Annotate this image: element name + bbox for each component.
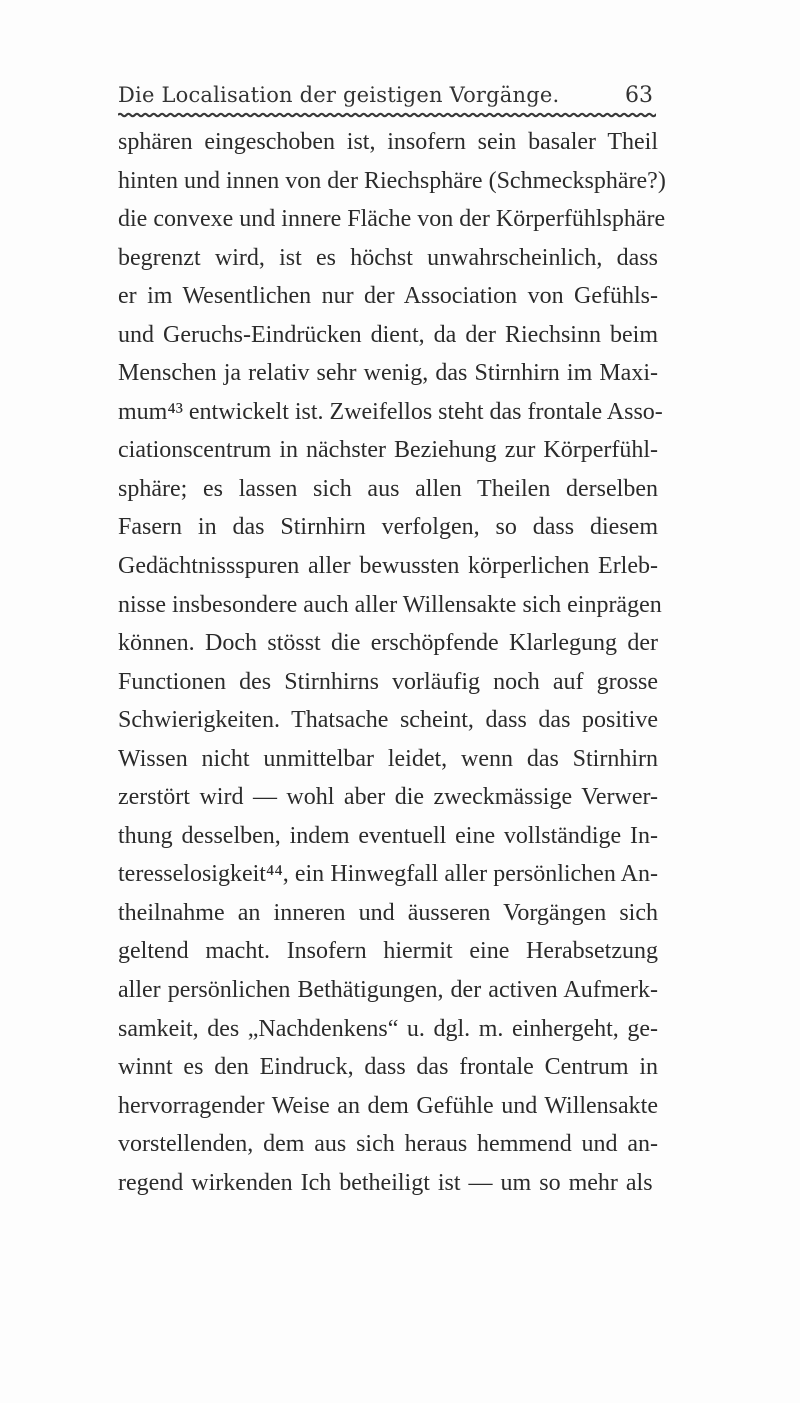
text-line: die convexe und innere Fläche von der Körperfühlsphäre (118, 206, 666, 233)
text-line: aller persönlichen Bethätigungen, der activen Aufmerk- (118, 977, 658, 1004)
text-line: regend wirkenden Ich betheiligt ist — um so mehr als (118, 1169, 653, 1196)
text-line: mum⁴³ entwickelt ist. Zweifellos steht das frontale Asso- (118, 398, 663, 425)
text-line: vorstellenden, dem aus sich heraus hemmend und an- (118, 1131, 658, 1158)
text-line: sphären eingeschoben ist, insofern sein basaler Theil (118, 129, 658, 155)
text-line: ciationscentrum in nächster Beziehung zur Körperfühl- (118, 437, 658, 464)
text-line: hervorragender Weise an dem Gefühle und Willensakte (118, 1092, 658, 1119)
text-line: geltend macht. Insofern hiermit eine Herabsetzung (118, 938, 658, 965)
text-line: und Geruchs-Eindrücken dient, da der Riechsinn beim (118, 321, 658, 348)
ornamental-wavy-rule (118, 111, 656, 119)
running-head: Die Localisation der geistigen Vorgänge. (118, 83, 560, 107)
text-line: Functionen des Stirnhirns vorläufig noch auf grosse (118, 668, 658, 695)
text-line: theilnahme an inneren und äusseren Vorgängen sich (118, 899, 658, 926)
text-line: thung desselben, indem eventuell eine vollständige In- (118, 822, 658, 849)
text-line: samkeit, des „Nachdenkens“ u. dgl. m. einhergeht, ge- (118, 1015, 658, 1042)
text-line: Fasern in das Stirnhirn verfolgen, so dass diesem (118, 514, 658, 541)
text-line: teresselosigkeit⁴⁴, ein Hinwegfall aller persönlichen An- (118, 861, 658, 888)
text-line: zerstört wird — wohl aber die zweckmässige Verwer- (118, 784, 658, 811)
text-line: hinten und innen von der Riechsphäre (Schmecksphäre?) (118, 167, 666, 194)
page-number: 63 (625, 83, 653, 108)
text-line: können. Doch stösst die erschöpfende Klarlegung der (118, 630, 658, 657)
text-line: Schwierigkeiten. Thatsache scheint, dass das positive (118, 707, 658, 734)
text-line: Gedächtnissspuren aller bewussten körperlichen Erleb- (118, 553, 658, 580)
text-line: nisse insbesondere auch aller Willensakte sich einprägen (118, 591, 662, 618)
body-text (118, 123, 666, 1202)
text-line: sphäre; es lassen sich aus allen Theilen derselben (118, 475, 658, 502)
text-line: begrenzt wird, ist es höchst unwahrscheinlich, dass (118, 244, 658, 271)
text-line: winnt es den Eindruck, dass das frontale Centrum in (118, 1054, 658, 1081)
text-line: Menschen ja relativ sehr wenig, das Stirnhirn im Maxi- (118, 360, 658, 387)
text-line: er im Wesentlichen nur der Association von Gefühls- (118, 283, 658, 310)
text-line: Wissen nicht unmittelbar leidet, wenn das Stirnhirn (118, 745, 658, 772)
